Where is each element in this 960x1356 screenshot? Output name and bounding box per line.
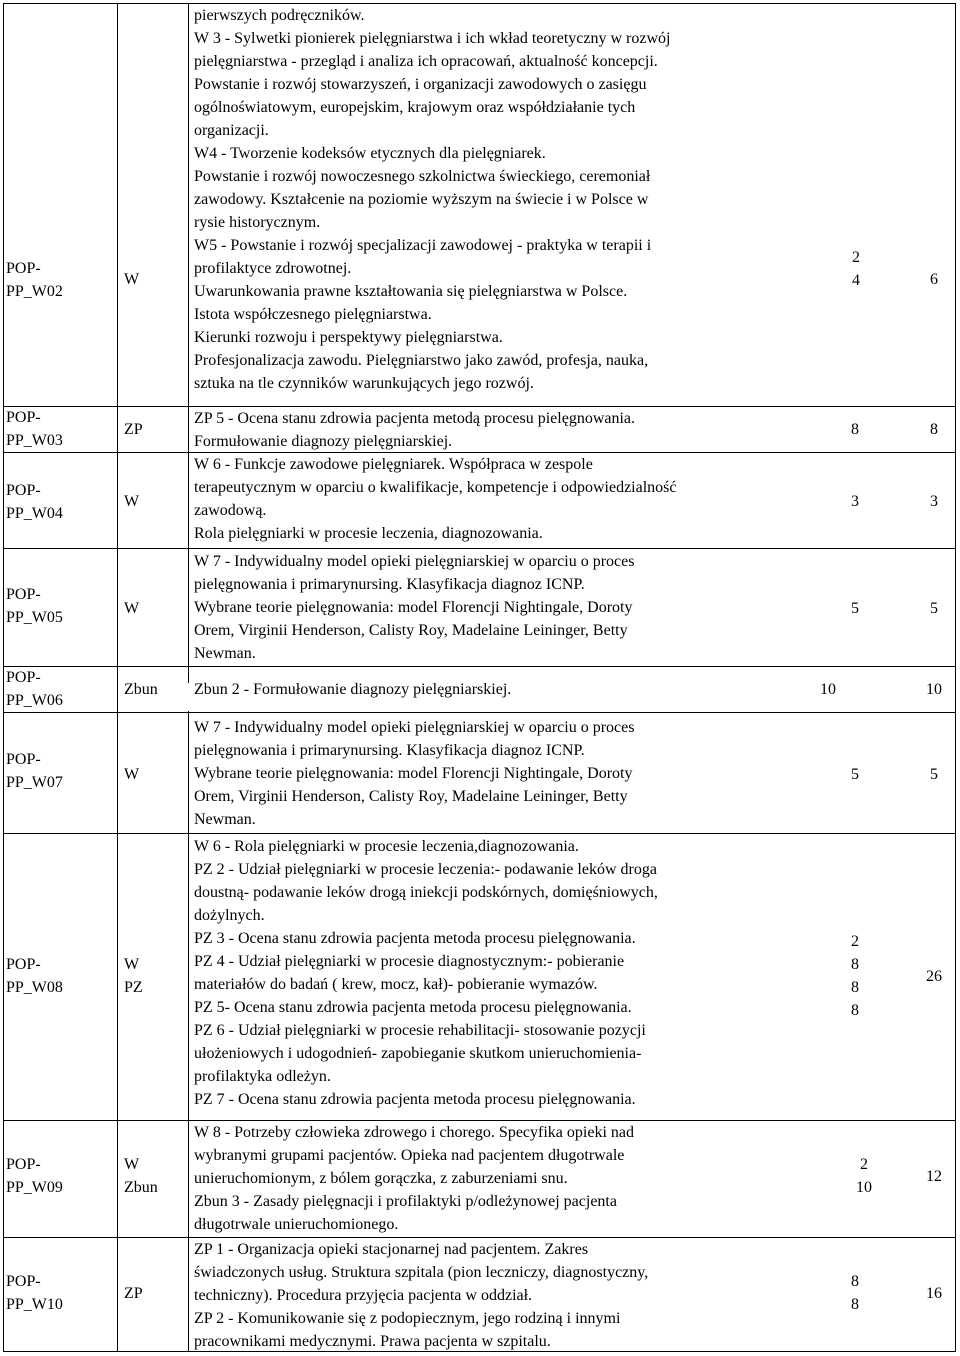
row-code: POP- PP_W09 <box>6 1156 63 1196</box>
content-line: terapeutycznym w oparciu o kwalifikacje, kompetencje i odpowiedzialność <box>194 479 677 496</box>
content-line: ogólnoświatowym, europejskim, krajowym oraz współdziałanie tych <box>194 99 636 116</box>
row-type: W <box>124 271 140 288</box>
row-code: POP- PP_W05 <box>6 586 63 626</box>
row-content <box>194 407 792 453</box>
row-code: POP- PP_W10 <box>6 1273 63 1313</box>
row-hours: 3 <box>851 493 859 510</box>
content-line: świadczonych usług. Struktura szpitala (pion leczniczy, diagnostyczny, <box>194 1264 649 1281</box>
content-line: W 6 - Funkcje zawodowe pielęgniarek. Współpraca w zespole <box>194 456 593 473</box>
content-line: PZ 3 - Ocena stanu zdrowia pacjenta metoda procesu pielęgnowania. <box>194 930 636 947</box>
row-content <box>194 550 792 665</box>
content-line: organizacji. <box>194 122 269 139</box>
content-line: Kierunki rozwoju i perspektywy pielęgniarstwa. <box>194 329 503 346</box>
content-line: Profesjonalizacja zawodu. Pielęgniarstwo jako zawód, profesja, nauka, <box>194 352 649 369</box>
content-line: zawodową. <box>194 502 267 519</box>
row-type: ZP <box>124 421 143 438</box>
column-divider <box>117 3 118 1352</box>
content-line: Orem, Virginii Henderson, Calisty Roy, Madelaine Leininger, Betty <box>194 622 628 639</box>
row-divider <box>3 666 956 667</box>
row-divider <box>3 833 956 834</box>
content-line: W4 - Tworzenie kodeksów etycznych dla pielęgniarek. <box>194 145 546 162</box>
content-line: Wybrane teorie pielęgnowania: model Florencji Nightingale, Doroty <box>194 599 633 616</box>
row-content: Zbun 2 - Formułowanie diagnozy pielęgniarskiej. <box>194 681 512 698</box>
content-line: W 6 - Rola pielęgniarki w procesie leczenia,diagnozowania. <box>194 838 579 855</box>
row-total: 26 <box>926 968 942 985</box>
row-hours: 8 <box>851 421 859 438</box>
content-line: W 7 - Indywidualny model opieki pielęgniarskiej w oparciu o proces <box>194 553 635 570</box>
row-type: W PZ <box>124 956 143 996</box>
row-code: POP- PP_W06 <box>6 669 63 709</box>
content-line: ZP 1 - Organizacja opieki stacjonarnej nad pacjentem. Zakres <box>194 1241 589 1258</box>
row-type: W <box>124 766 140 783</box>
content-line: PZ 7 - Ocena stanu zdrowia pacjenta metoda procesu pielęgnowania. <box>194 1091 636 1108</box>
content-line: unieruchomionym, z bólem gorączka, z zaburzeniami snu. <box>194 1170 568 1187</box>
content-line: PZ 5- Ocena stanu zdrowia pacjenta metoda procesu pielęgnowania. <box>194 999 632 1016</box>
row-total: 8 <box>930 421 938 438</box>
content-line: Newman. <box>194 811 256 828</box>
row-code: POP- PP_W04 <box>6 482 63 522</box>
content-line: Newman. <box>194 645 256 662</box>
content-line: profilaktyka odleżyn. <box>194 1068 331 1085</box>
content-line: PZ 4 - Udział pielęgniarki w procesie diagnostycznym:- pobieranie <box>194 953 625 970</box>
row-content <box>194 716 792 831</box>
content-line: ZP 2 - Komunikowanie się z podopiecznym, jego rodziną i innymi <box>194 1310 621 1327</box>
content-line: pierwszych podręczników. <box>194 7 365 24</box>
row-content <box>194 835 792 1111</box>
content-line: PZ 2 - Udział pielęgniarki w procesie leczenia:- podawanie leków droga <box>194 861 657 878</box>
row-total: 5 <box>930 766 938 783</box>
content-line: Powstanie i rozwój stowarzyszeń, i organizacji zawodowych o zasięgu <box>194 76 647 93</box>
row-hours: 2 8 8 8 <box>851 933 859 1019</box>
row-hours: 8 8 <box>851 1273 859 1313</box>
row-hours: 2 4 <box>852 249 860 289</box>
content-line: Zbun 3 - Zasady pielęgnacji i profilaktyki p/odleżynowej pacjenta <box>194 1193 617 1210</box>
content-line: ZP 5 - Ocena stanu zdrowia pacjenta metodą procesu pielęgnowania. <box>194 410 636 427</box>
content-line: W 7 - Indywidualny model opieki pielęgniarskiej w oparciu o proces <box>194 719 635 736</box>
row-content <box>194 453 792 545</box>
row-divider <box>3 548 956 549</box>
content-line: ułożeniowych i udogodnień- zapobieganie skutkom unieruchomienia- <box>194 1045 642 1062</box>
content-line: doustną- podawanie leków drogą iniekcji podskórnych, domięśniowych, <box>194 884 658 901</box>
content-line: profilaktyce zdrowotnej. <box>194 260 352 277</box>
row-hours: 10 <box>820 681 836 698</box>
row-total: 16 <box>926 1285 942 1302</box>
content-line: W 3 - Sylwetki pionierek pielęgniarstwa i ich wkład teoretyczny w rozwój <box>194 30 671 47</box>
content-line: pracownikami medycznymi. Prawa pacjenta w szpitalu. <box>194 1333 551 1350</box>
content-line: techniczny). Procedura przyjęcia pacjenta w oddział. <box>194 1287 533 1304</box>
row-total: 12 <box>926 1168 942 1185</box>
row-type: W <box>124 600 140 617</box>
content-line: rysie historycznym. <box>194 214 321 231</box>
content-line: Formułowanie diagnozy pielęgniarskiej. <box>194 433 453 450</box>
content-line: pielęgniarstwa - przegląd i analiza ich opracowań, aktualność koncepcji. <box>194 53 658 70</box>
content-line: W5 - Powstanie i rozwój specjalizacji zawodowej - praktyka w terapii i <box>194 237 652 254</box>
content-line: W 8 - Potrzeby człowieka zdrowego i chorego. Specyfika opieki nad <box>194 1124 634 1141</box>
content-line: PZ 6 - Udział pielęgniarki w procesie rehabilitacji- stosowanie pozycji <box>194 1022 646 1039</box>
row-type: ZP <box>124 1285 143 1302</box>
content-line: sztuka na tle czynników warunkujących jego rozwój. <box>194 375 534 392</box>
column-divider <box>188 711 189 1352</box>
content-line: zawodowy. Kształcenie na poziomie wyższym na świecie i w Polsce w <box>194 191 649 208</box>
content-line: Istota współczesnego pielęgniarstwa. <box>194 306 432 323</box>
row-total: 10 <box>926 681 942 698</box>
row-total: 3 <box>930 493 938 510</box>
row-code: POP- PP_W02 <box>6 260 63 300</box>
content-line: Rola pielęgniarki w procesie leczenia, diagnozowania. <box>194 525 543 542</box>
row-code: POP- PP_W07 <box>6 751 63 791</box>
column-divider <box>188 3 189 683</box>
row-hours: 5 <box>851 600 859 617</box>
content-line: materiałów do badań ( krew, mocz, kał)- pobieranie wymazów. <box>194 976 598 993</box>
content-line: dożylnych. <box>194 907 265 924</box>
content-line: pielęgnowania i primarynursing. Klasyfikacja diagnoz ICNP. <box>194 576 585 593</box>
row-divider <box>3 712 956 713</box>
row-hours: 2 10 <box>856 1156 872 1196</box>
row-total: 5 <box>930 600 938 617</box>
content-line: Powstanie i rozwój nowoczesnego szkolnictwa świeckiego, ceremoniał <box>194 168 651 185</box>
row-type: Zbun <box>124 681 158 698</box>
row-hours: 5 <box>851 766 859 783</box>
row-code: POP- PP_W08 <box>6 956 63 996</box>
content-line: Uwarunkowania prawne kształtowania się pielęgniarstwa w Polsce. <box>194 283 628 300</box>
row-code: POP- PP_W03 <box>6 409 63 449</box>
content-line: długotrwale unieruchomionego. <box>194 1216 399 1233</box>
row-content <box>194 1121 792 1236</box>
row-content <box>194 1238 792 1353</box>
content-line: wybranymi grupami pacjentów. Opieka nad pacjentem długotrwale <box>194 1147 625 1164</box>
content-line: pielęgnowania i primarynursing. Klasyfikacja diagnoz ICNP. <box>194 742 585 759</box>
row-type: W <box>124 493 140 510</box>
row-type: W Zbun <box>124 1156 158 1196</box>
content-line: Orem, Virginii Henderson, Calisty Roy, Madelaine Leininger, Betty <box>194 788 628 805</box>
content-line: Wybrane teorie pielęgnowania: model Florencji Nightingale, Doroty <box>194 765 633 782</box>
row-total: 6 <box>930 271 938 288</box>
row-content <box>194 4 792 395</box>
